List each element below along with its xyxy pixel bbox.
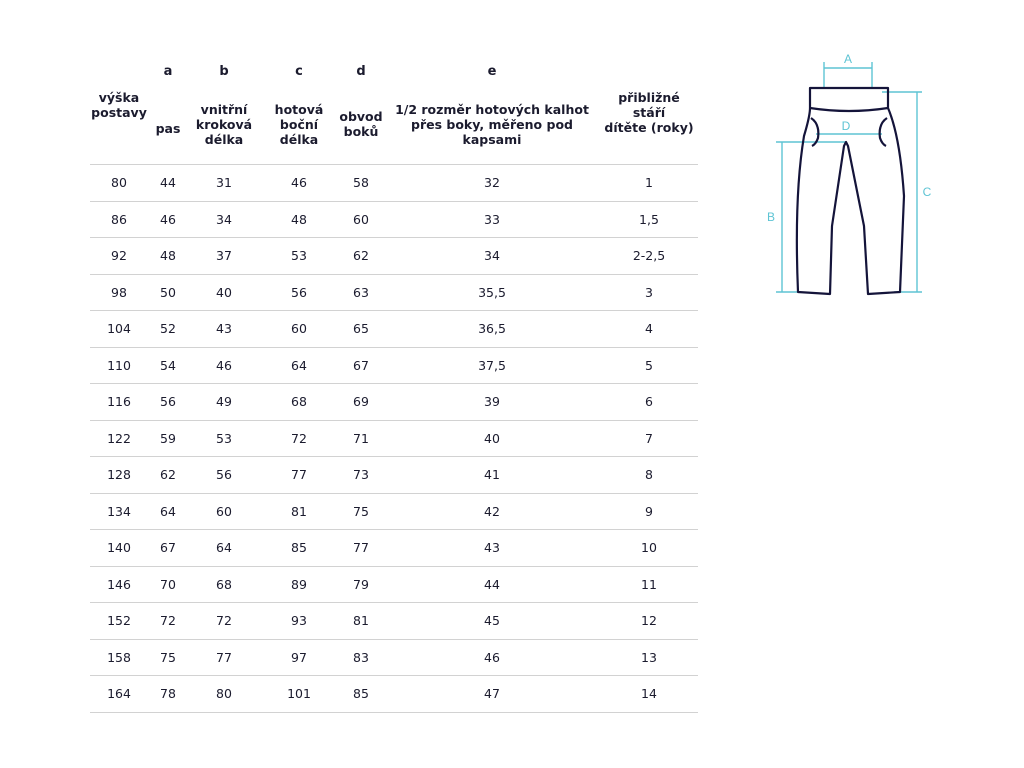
table-cell: 80	[188, 676, 260, 713]
column-header: výška postavy	[90, 84, 148, 165]
table-cell: 60	[338, 201, 384, 238]
label-d: D	[841, 119, 851, 133]
trousers-diagram	[760, 46, 960, 306]
size-table	[90, 58, 698, 713]
table-cell: 77	[188, 639, 260, 676]
column-header: hotová boční délka	[260, 84, 338, 165]
table-cell: 62	[338, 238, 384, 275]
table-cell: 39	[384, 384, 600, 421]
column-letter: d	[356, 63, 366, 79]
table-row	[90, 493, 698, 530]
table-cell: 52	[148, 311, 188, 348]
table-row	[90, 603, 698, 640]
table-cell: 81	[338, 603, 384, 640]
column-letter: c	[295, 63, 303, 79]
column-letter: e	[487, 63, 497, 79]
table-cell: 81	[260, 493, 338, 530]
table-cell: 140	[90, 530, 148, 567]
table-cell: 146	[90, 566, 148, 603]
table-cell: 75	[338, 493, 384, 530]
table-row	[90, 420, 698, 457]
table-cell: 50	[148, 274, 188, 311]
table-cell: 4	[600, 311, 698, 348]
table-cell: 77	[260, 457, 338, 494]
table-cell: 33	[384, 201, 600, 238]
waistband-seam	[810, 108, 888, 111]
table-cell: 67	[148, 530, 188, 567]
table-cell: 9	[600, 493, 698, 530]
table-cell: 101	[260, 676, 338, 713]
table-cell: 122	[90, 420, 148, 457]
table-cell: 58	[338, 165, 384, 202]
table-row	[90, 457, 698, 494]
table-cell: 59	[148, 420, 188, 457]
table-cell: 80	[90, 165, 148, 202]
table-cell: 64	[148, 493, 188, 530]
pocket-right	[880, 118, 887, 146]
table-cell: 67	[338, 347, 384, 384]
table-cell: 86	[90, 201, 148, 238]
column-letter: b	[219, 63, 229, 79]
table-cell: 36,5	[384, 311, 600, 348]
column-letter: a	[163, 63, 173, 79]
table-row	[90, 639, 698, 676]
table-cell: 34	[384, 238, 600, 275]
table-cell: 64	[188, 530, 260, 567]
table-cell: 70	[148, 566, 188, 603]
column-letter-row	[90, 58, 698, 84]
table-cell: 46	[260, 165, 338, 202]
table-cell: 158	[90, 639, 148, 676]
table-cell: 60	[260, 311, 338, 348]
table-cell: 6	[600, 384, 698, 421]
column-header: 1/2 rozměr hotových kalhot přes boky, měřeno pod kapsami	[384, 84, 600, 165]
table-cell: 37,5	[384, 347, 600, 384]
column-header: pas	[148, 84, 188, 165]
table-cell: 56	[188, 457, 260, 494]
table-cell: 93	[260, 603, 338, 640]
table-row	[90, 530, 698, 567]
table-cell: 60	[188, 493, 260, 530]
table-cell: 49	[188, 384, 260, 421]
table-cell: 43	[188, 311, 260, 348]
table-cell: 85	[338, 676, 384, 713]
table-cell: 46	[188, 347, 260, 384]
table-cell: 85	[260, 530, 338, 567]
table-cell: 11	[600, 566, 698, 603]
table-row	[90, 311, 698, 348]
table-cell: 2-2,5	[600, 238, 698, 275]
table-cell: 47	[384, 676, 600, 713]
table-cell: 79	[338, 566, 384, 603]
table-row	[90, 347, 698, 384]
table-cell: 152	[90, 603, 148, 640]
column-letter	[90, 58, 148, 84]
table-row	[90, 238, 698, 275]
column-header: přibližné stáří dítěte (roky)	[600, 84, 698, 165]
table-cell: 116	[90, 384, 148, 421]
table-cell: 64	[260, 347, 338, 384]
table-cell: 63	[338, 274, 384, 311]
table-cell: 73	[338, 457, 384, 494]
column-header-row	[90, 84, 698, 165]
table-cell: 75	[148, 639, 188, 676]
table-cell: 41	[384, 457, 600, 494]
table-cell: 65	[338, 311, 384, 348]
column-letter	[600, 58, 698, 84]
table-cell: 77	[338, 530, 384, 567]
table-cell: 31	[188, 165, 260, 202]
table-cell: 44	[384, 566, 600, 603]
table-cell: 164	[90, 676, 148, 713]
table-cell: 7	[600, 420, 698, 457]
table-cell: 5	[600, 347, 698, 384]
table-cell: 54	[148, 347, 188, 384]
table-cell: 92	[90, 238, 148, 275]
table-cell: 1,5	[600, 201, 698, 238]
table-cell: 104	[90, 311, 148, 348]
table-cell: 48	[148, 238, 188, 275]
table-cell: 45	[384, 603, 600, 640]
table-row	[90, 384, 698, 421]
table-cell: 68	[188, 566, 260, 603]
table-cell: 72	[188, 603, 260, 640]
table-cell: 128	[90, 457, 148, 494]
table-cell: 46	[148, 201, 188, 238]
table-cell: 35,5	[384, 274, 600, 311]
table-cell: 13	[600, 639, 698, 676]
table-cell: 3	[600, 274, 698, 311]
table-cell: 83	[338, 639, 384, 676]
table-cell: 40	[384, 420, 600, 457]
table-cell: 56	[260, 274, 338, 311]
table-cell: 53	[260, 238, 338, 275]
table-cell: 42	[384, 493, 600, 530]
table-cell: 89	[260, 566, 338, 603]
table-cell: 14	[600, 676, 698, 713]
table-cell: 40	[188, 274, 260, 311]
table-cell: 71	[338, 420, 384, 457]
table-cell: 98	[90, 274, 148, 311]
table-cell: 32	[384, 165, 600, 202]
label-c: C	[922, 185, 932, 199]
table-row	[90, 274, 698, 311]
table-cell: 72	[260, 420, 338, 457]
label-b: B	[766, 210, 776, 224]
table-cell: 78	[148, 676, 188, 713]
table-cell: 8	[600, 457, 698, 494]
table-row	[90, 566, 698, 603]
table-cell: 34	[188, 201, 260, 238]
table-cell: 110	[90, 347, 148, 384]
table-cell: 62	[148, 457, 188, 494]
measurement-labels	[767, 52, 932, 224]
table-cell: 72	[148, 603, 188, 640]
column-header: vnitřní kroková délka	[188, 84, 260, 165]
table-row	[90, 165, 698, 202]
table-cell: 12	[600, 603, 698, 640]
table-cell: 53	[188, 420, 260, 457]
table-cell: 134	[90, 493, 148, 530]
table-body	[90, 165, 698, 713]
table-cell: 1	[600, 165, 698, 202]
table-cell: 56	[148, 384, 188, 421]
table-cell: 46	[384, 639, 600, 676]
table-cell: 44	[148, 165, 188, 202]
table-row	[90, 676, 698, 713]
table-cell: 37	[188, 238, 260, 275]
table-cell: 48	[260, 201, 338, 238]
table-row	[90, 201, 698, 238]
table-cell: 43	[384, 530, 600, 567]
table-cell: 69	[338, 384, 384, 421]
table-cell: 68	[260, 384, 338, 421]
table-cell: 10	[600, 530, 698, 567]
column-header: obvod boků	[338, 84, 384, 165]
label-a: A	[843, 52, 853, 66]
trousers-outline	[797, 88, 904, 294]
table-cell: 97	[260, 639, 338, 676]
